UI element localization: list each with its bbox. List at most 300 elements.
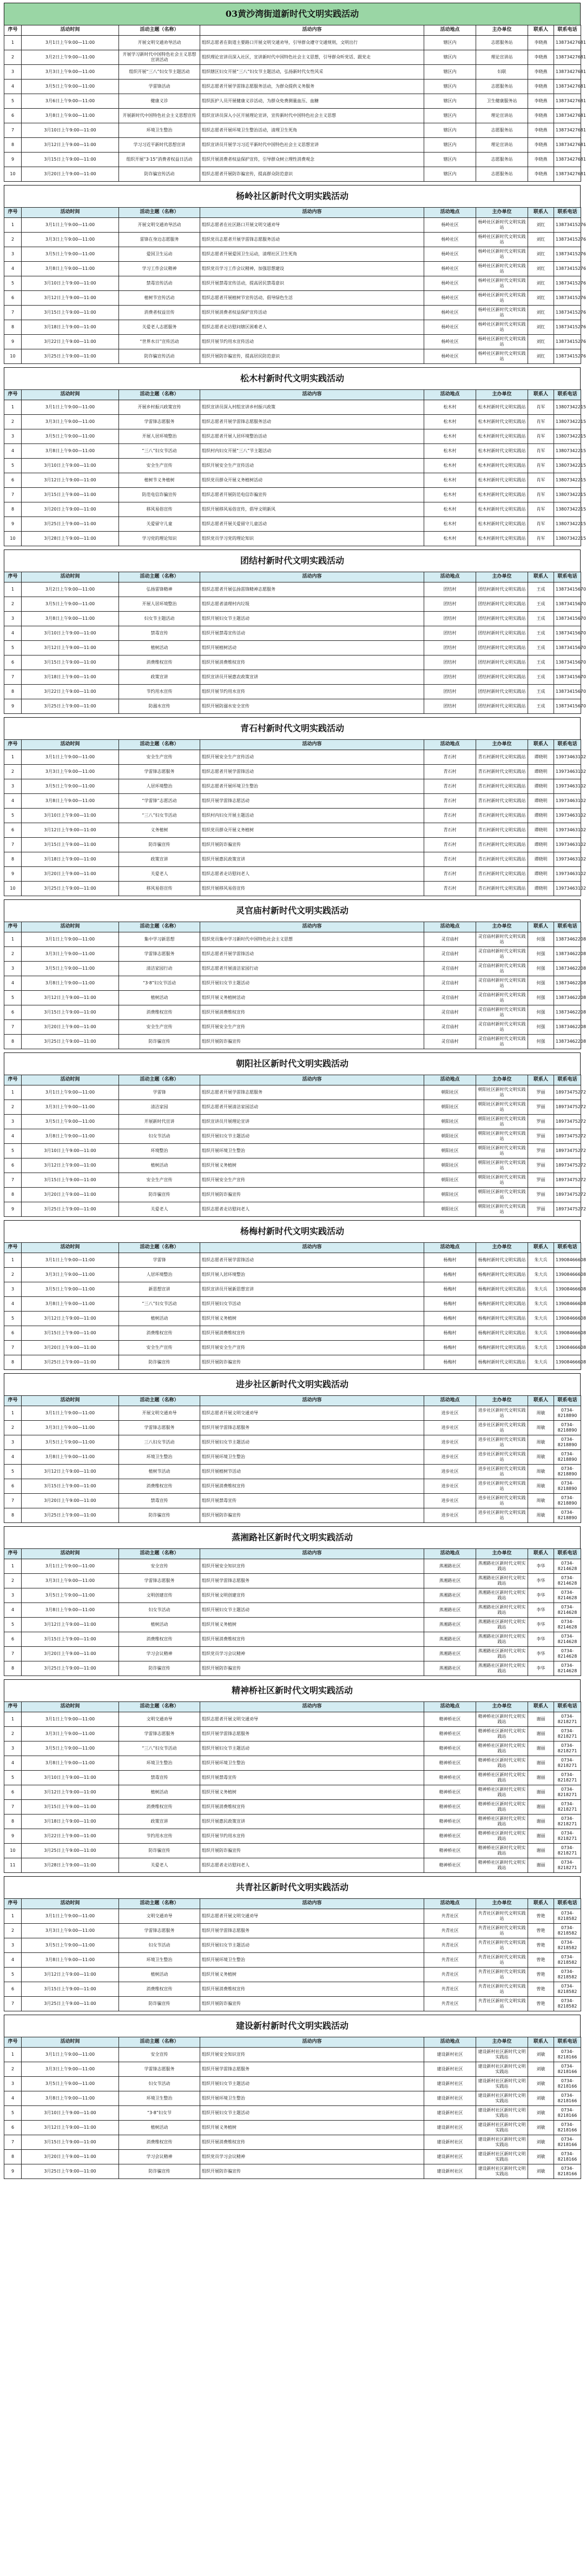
cell-content: 组织志愿者开展学雷锋志愿服务活动 — [200, 415, 424, 429]
cell-organizer: 杨梅村新时代文明实践站 — [476, 1268, 528, 1282]
cell-theme: 植树节活动 — [119, 1465, 200, 1479]
cell-time: 3月18日上午9:00—11:00 — [22, 1815, 119, 1829]
cell-contact: 刘红 — [528, 262, 554, 276]
cell-phone: 18973475272 — [554, 1202, 581, 1217]
cell-contact: 何强 — [528, 947, 554, 962]
cell-time: 3月5日上午9:00—11:00 — [22, 429, 119, 444]
cell-number: 7 — [4, 1494, 22, 1508]
cell-theme: 防诈骗宣传 — [119, 1844, 200, 1858]
cell-organizer: 灵官庙村新时代文明实践站 — [476, 991, 528, 1005]
cell-time: 3月1日上午9:00—11:00 — [22, 1909, 119, 1924]
cell-content: 组织开展防诈骗宣传 — [200, 2164, 424, 2179]
cell-location: 朝阳社区 — [424, 1188, 476, 1202]
cell-organizer: 杨岭社区新时代文明实践站 — [476, 262, 528, 276]
cell-theme: “三八”妇女节活动 — [119, 1741, 200, 1756]
cell-theme: 学雷锋志愿服务 — [119, 1727, 200, 1741]
table-row — [4, 1508, 581, 1523]
cell-contact: 肖军 — [528, 473, 554, 488]
table-row — [4, 2135, 581, 2150]
table-row — [4, 976, 581, 991]
cell-contact: 王成 — [528, 597, 554, 612]
cell-time: 3月8日上午9:00—11:00 — [22, 2091, 119, 2106]
cell-theme: 妇女节活动 — [119, 1603, 200, 1618]
cell-number: 5 — [4, 459, 22, 473]
cell-number: 7 — [4, 1341, 22, 1355]
cell-number: 3 — [4, 1588, 22, 1603]
cell-content: 组织开展安全生产宣传 — [200, 1341, 424, 1355]
cell-time: 3月10日上午9:00—11:00 — [22, 2106, 119, 2121]
cell-time: 3月15日上午9:00—11:00 — [22, 655, 119, 670]
cell-theme: 三八妇女节活动 — [119, 1435, 200, 1450]
header-time: 活动时间 — [22, 1243, 119, 1253]
cell-number: 5 — [4, 641, 22, 655]
table-row — [4, 1771, 581, 1785]
cell-theme: 组织开展“3·15”消费者权益日活动 — [119, 153, 200, 167]
cell-organizer: 青石村新时代文明实践站 — [476, 779, 528, 794]
cell-organizer: 精神桥社区新时代文明实践站 — [476, 1741, 528, 1756]
header-organizer: 主办单位 — [476, 1243, 528, 1253]
table-row — [4, 612, 581, 626]
cell-number: 6 — [4, 655, 22, 670]
cell-phone: 13873462208 — [554, 976, 581, 991]
table-row — [4, 1035, 581, 1049]
cell-contact: 朱大兵 — [528, 1355, 554, 1370]
cell-content: 组织志愿者开展学雷锋活动 — [200, 947, 424, 962]
cell-content: 组织党员群众开展义务植树 — [200, 823, 424, 838]
table-row — [4, 1297, 581, 1312]
table-row — [4, 2164, 581, 2179]
cell-location: 蒸湘路社区 — [424, 1632, 476, 1647]
cell-theme: 开展文明交通劝导活动 — [119, 218, 200, 233]
cell-location: 进步社区 — [424, 1421, 476, 1435]
cell-content: 组织开展禁毒宣传活动，提高居民禁毒意识 — [200, 276, 424, 291]
cell-time: 3月20日上午9:00—11:00 — [22, 1188, 119, 1202]
cell-theme: 爱国卫生运动 — [119, 247, 200, 262]
cell-time: 3月10日上午9:00—11:00 — [22, 626, 119, 641]
header-time: 活动时间 — [22, 922, 119, 932]
table-row — [4, 1618, 581, 1632]
cell-content: 组织开展消费维权宣传 — [200, 1326, 424, 1341]
cell-content: 组织志愿者开展学雷锋活动 — [200, 1253, 424, 1268]
cell-theme: 学雷锋志愿服务 — [119, 2062, 200, 2077]
cell-time: 3月25日上午9:00—11:00 — [22, 1997, 119, 2011]
cell-content: 组织开展妇女节活动 — [200, 1297, 424, 1312]
cell-location: 精神桥社区 — [424, 1727, 476, 1741]
header-organizer: 主办单位 — [476, 1899, 528, 1909]
cell-time: 3月1日上午9:00—11:00 — [22, 932, 119, 947]
cell-contact: 何强 — [528, 932, 554, 947]
cell-contact: 肖军 — [528, 429, 554, 444]
cell-location: 辖区内 — [424, 109, 476, 123]
cell-time: 3月2日上午9:00—11:00 — [22, 582, 119, 597]
cell-theme: 人居环境整治 — [119, 1268, 200, 1282]
cell-content: 组织开展消费维权宣传 — [200, 2135, 424, 2150]
cell-contact: 肖军 — [528, 502, 554, 517]
cell-content: 组织志愿者开展学雷锋志愿服务活动，为群众提供义务服务 — [200, 80, 424, 94]
cell-contact: 谢丽 — [528, 1756, 554, 1771]
cell-phone: 13908466608 — [554, 1297, 581, 1312]
cell-time: 3月15日上午9:00—11:00 — [22, 1982, 119, 1997]
cell-phone: 0734-8218166 — [554, 2164, 581, 2179]
header-row — [4, 1396, 581, 1406]
cell-location: 青石村 — [424, 882, 476, 896]
header-content: 活动内容 — [200, 1702, 424, 1712]
table-row — [4, 488, 581, 502]
cell-time: 3月8日上午9:00—11:00 — [22, 1450, 119, 1465]
cell-organizer: 团结村新时代文明实践站 — [476, 641, 528, 655]
cell-contact: 刘红 — [528, 233, 554, 247]
table-row — [4, 1800, 581, 1815]
cell-content: 组织开展妇女节主题活动 — [200, 1938, 424, 1953]
cell-number: 8 — [4, 1355, 22, 1370]
cell-contact: 周敏 — [528, 1479, 554, 1494]
header-content: 活动内容 — [200, 1396, 424, 1406]
cell-contact: 何强 — [528, 1005, 554, 1020]
cell-content: 组织开展环境卫生整治 — [200, 1756, 424, 1771]
table-row — [4, 1785, 581, 1800]
cell-time: 3月12日上午9:00—11:00 — [22, 473, 119, 488]
cell-time: 3月28日上午9:00—11:00 — [22, 1858, 119, 1873]
cell-location: 松木村 — [424, 415, 476, 429]
header-row — [4, 1549, 581, 1559]
cell-time: 3月1日上午9:00—11:00 — [22, 1253, 119, 1268]
cell-content: 组织党员学习党的理论知识 — [200, 532, 424, 546]
cell-content: 组织宣讲员开展理论宣讲 — [200, 1115, 424, 1129]
cell-content: 组织开展环境卫生整治 — [200, 1144, 424, 1158]
cell-organizer: 共青社区新时代文明实践站 — [476, 1968, 528, 1982]
cell-location: 朝阳社区 — [424, 1202, 476, 1217]
cell-phone: 13873415276 — [554, 262, 581, 276]
cell-content: 组织开展妇女节主题活动 — [200, 976, 424, 991]
cell-content: 组织开展消费维权宣传 — [200, 1005, 424, 1020]
table-row — [4, 1005, 581, 1020]
cell-content: 组织党员集中学习新时代中国特色社会主义思想 — [200, 932, 424, 947]
cell-organizer: 精神桥社区新时代文明实践站 — [476, 1800, 528, 1815]
cell-location: 进步社区 — [424, 1435, 476, 1450]
cell-time: 3月10日上午9:00—11:00 — [22, 276, 119, 291]
cell-organizer: 松木村新时代文明实践站 — [476, 488, 528, 502]
cell-phone: 18973475272 — [554, 1129, 581, 1144]
cell-time: 3月28日上午9:00—11:00 — [22, 532, 119, 546]
cell-theme: 环境整治 — [119, 1144, 200, 1158]
cell-phone: 0734-8218166 — [554, 2135, 581, 2150]
cell-phone: 13873415670 — [554, 699, 581, 714]
cell-theme: 环境卫生整治 — [119, 123, 200, 138]
cell-number: 1 — [4, 36, 22, 50]
cell-contact: 刘敏 — [528, 2135, 554, 2150]
cell-organizer: 松木村新时代文明实践站 — [476, 473, 528, 488]
cell-number: 1 — [4, 932, 22, 947]
cell-time: 3月12日上午9:00—11:00 — [22, 641, 119, 655]
table-row — [4, 2121, 581, 2135]
cell-contact: 周敏 — [528, 1494, 554, 1508]
section-0 — [4, 3, 586, 182]
cell-organizer: 松木村新时代文明实践站 — [476, 400, 528, 415]
cell-organizer: 青石村新时代文明实践站 — [476, 882, 528, 896]
cell-theme: 防诈骗宣传 — [119, 1355, 200, 1370]
cell-contact: 王成 — [528, 626, 554, 641]
cell-phone: 13873462208 — [554, 932, 581, 947]
cell-time: 3月10日上午9:00—11:00 — [22, 809, 119, 823]
cell-organizer: 理论宣讲站 — [476, 109, 528, 123]
cell-location: 青石村 — [424, 765, 476, 779]
section-6 — [4, 899, 586, 1049]
cell-organizer: 建设新村社区新时代文明实践站 — [476, 2164, 528, 2179]
table-row — [4, 1741, 581, 1756]
cell-content: 组织开展妇女节主题活动 — [200, 2106, 424, 2121]
section-title: 松木村新时代文明实践活动 — [4, 367, 581, 389]
cell-theme: 关爱老人志愿服务 — [119, 320, 200, 335]
cell-time: 3月5日上午9:00—11:00 — [22, 1435, 119, 1450]
cell-organizer: 建设新村社区新时代文明实践站 — [476, 2048, 528, 2062]
cell-number: 9 — [4, 517, 22, 532]
cell-number: 7 — [4, 1800, 22, 1815]
cell-contact: 肖军 — [528, 444, 554, 459]
table-row — [4, 1559, 581, 1574]
table-row — [4, 655, 581, 670]
cell-content: 组织开展防溺水安全宣传 — [200, 699, 424, 714]
header-content: 活动内容 — [200, 922, 424, 932]
cell-organizer: 青石村新时代文明实践站 — [476, 838, 528, 852]
cell-content: 组织志愿者开展文明交通劝导 — [200, 1909, 424, 1924]
cell-theme: 弘扬雷锋精神 — [119, 582, 200, 597]
cell-contact: 李晓燕 — [528, 80, 554, 94]
cell-theme: 新思想宣讲 — [119, 1282, 200, 1297]
cell-location: 辖区内 — [424, 153, 476, 167]
cell-contact: 李晓燕 — [528, 36, 554, 50]
cell-content: 组织开展妇女节主题活动 — [200, 1741, 424, 1756]
cell-organizer: 进步社区新时代文明实践站 — [476, 1421, 528, 1435]
cell-content: 组织开展义务植树活动 — [200, 991, 424, 1005]
cell-number: 4 — [4, 976, 22, 991]
cell-contact: 李晓燕 — [528, 167, 554, 182]
table-row — [4, 1815, 581, 1829]
cell-content: 组织开展移风易俗宣传 — [200, 882, 424, 896]
header-theme: 活动主题（名称） — [119, 1702, 200, 1712]
cell-theme: 防范电信诈骗宣传 — [119, 488, 200, 502]
cell-number: 5 — [4, 1465, 22, 1479]
cell-phone: 13873427681 — [554, 138, 581, 153]
header-phone: 联系电话 — [554, 1396, 581, 1406]
activity-table — [4, 389, 586, 546]
cell-time: 3月25日上午9:00—11:00 — [22, 882, 119, 896]
cell-contact: 谢丽 — [528, 1858, 554, 1873]
header-row — [4, 740, 581, 750]
header-contact: 联系人 — [528, 1702, 554, 1712]
cell-contact: 周敏 — [528, 1508, 554, 1523]
cell-contact: 李晓燕 — [528, 109, 554, 123]
cell-number: 2 — [4, 597, 22, 612]
cell-phone: 0734-8218890 — [554, 1508, 581, 1523]
cell-content: 组织志愿者开展弘扬雷锋精神志愿服务 — [200, 582, 424, 597]
header-number: 序号 — [4, 390, 22, 400]
cell-time: 3月8日上午9:00—11:00 — [22, 794, 119, 809]
cell-location: 辖区内 — [424, 138, 476, 153]
cell-number: 2 — [4, 415, 22, 429]
cell-phone: 0734-8218271 — [554, 1858, 581, 1873]
table-row — [4, 1632, 581, 1647]
cell-time: 3月12日上午9:00—11:00 — [22, 2121, 119, 2135]
header-theme: 活动主题（名称） — [119, 572, 200, 582]
cell-phone: 13807342215 — [554, 532, 581, 546]
cell-phone: 13973463102 — [554, 852, 581, 867]
cell-phone: 13908466608 — [554, 1282, 581, 1297]
cell-phone: 13973463102 — [554, 765, 581, 779]
header-contact: 联系人 — [528, 25, 554, 36]
cell-number: 8 — [4, 1815, 22, 1829]
cell-theme: 雷锋在身边志愿服务 — [119, 233, 200, 247]
cell-time: 3月1日上午9:00—11:00 — [22, 218, 119, 233]
cell-contact: 刘敏 — [528, 2164, 554, 2179]
section-3 — [4, 367, 586, 546]
cell-content: 组织开展防诈骗宣传 — [200, 1844, 424, 1858]
cell-phone: 13807342215 — [554, 415, 581, 429]
header-content: 活动内容 — [200, 2037, 424, 2048]
table-row — [4, 415, 581, 429]
cell-phone: 13973463102 — [554, 809, 581, 823]
cell-location: 灵官庙村 — [424, 1035, 476, 1049]
cell-theme: 开展人居环境整治 — [119, 429, 200, 444]
cell-location: 朝阳社区 — [424, 1158, 476, 1173]
cell-organizer: 灵官庙村新时代文明实践站 — [476, 1035, 528, 1049]
cell-content: 组织开展防诈骗宣传 — [200, 838, 424, 852]
cell-number: 4 — [4, 1129, 22, 1144]
table-row — [4, 947, 581, 962]
cell-contact: 王成 — [528, 612, 554, 626]
cell-contact: 刘敏 — [528, 2121, 554, 2135]
cell-time: 3月1日上午9:00—11:00 — [22, 400, 119, 415]
cell-time: 3月12日上午9:00—11:00 — [22, 1968, 119, 1982]
cell-phone: 13973463102 — [554, 882, 581, 896]
cell-theme: 防诈骗宣传活动 — [119, 167, 200, 182]
cell-phone: 18973475272 — [554, 1115, 581, 1129]
cell-number: 1 — [4, 1406, 22, 1421]
cell-time: 3月25日上午9:00—11:00 — [22, 1508, 119, 1523]
cell-number: 2 — [4, 1727, 22, 1741]
cell-contact: 谭晓明 — [528, 750, 554, 765]
cell-theme: 开展人居环境整治 — [119, 597, 200, 612]
cell-theme: 植树活动 — [119, 1312, 200, 1326]
cell-theme: 禁毒宣传 — [119, 1494, 200, 1508]
cell-time: 3月8日上午9:00—11:00 — [22, 612, 119, 626]
cell-number: 4 — [4, 2091, 22, 2106]
cell-phone: 18973475272 — [554, 1085, 581, 1100]
cell-phone: 0734-8218890 — [554, 1406, 581, 1421]
cell-phone: 13973463102 — [554, 794, 581, 809]
cell-time: 3月10日上午9:00—11:00 — [22, 123, 119, 138]
cell-organizer: 松木村新时代文明实践站 — [476, 459, 528, 473]
cell-number: 9 — [4, 1829, 22, 1844]
cell-number: 6 — [4, 1479, 22, 1494]
cell-phone: 13873462208 — [554, 1035, 581, 1049]
cell-time: 3月15日上午9:00—11:00 — [22, 838, 119, 852]
section-title: 建设新村新时代文明实践活动 — [4, 2015, 581, 2037]
cell-organizer: 共青社区新时代文明实践站 — [476, 1953, 528, 1968]
cell-location: 朝阳社区 — [424, 1115, 476, 1129]
cell-theme: 安全生产宣传 — [119, 1020, 200, 1035]
header-row — [4, 1899, 581, 1909]
cell-phone: 13973463102 — [554, 823, 581, 838]
cell-location: 灵官庙村 — [424, 1020, 476, 1035]
cell-location: 蒸湘路社区 — [424, 1603, 476, 1618]
cell-number: 1 — [4, 750, 22, 765]
cell-organizer: 松木村新时代文明实践站 — [476, 429, 528, 444]
cell-phone: 18973475272 — [554, 1173, 581, 1188]
cell-contact: 王成 — [528, 685, 554, 699]
cell-organizer: 朝阳社区新时代文明实践站 — [476, 1129, 528, 1144]
header-location: 活动地点 — [424, 1899, 476, 1909]
header-content: 活动内容 — [200, 740, 424, 750]
cell-number: 8 — [4, 1661, 22, 1676]
cell-content: 组织开展学雷锋志愿服务 — [200, 1574, 424, 1588]
cell-number: 6 — [4, 109, 22, 123]
cell-content: 组织开展环境卫生整治 — [200, 1953, 424, 1968]
table-row — [4, 109, 581, 123]
section-4 — [4, 549, 586, 714]
cell-organizer: 杨梅村新时代文明实践站 — [476, 1253, 528, 1268]
cell-phone: 0734-8218271 — [554, 1785, 581, 1800]
cell-contact: 刘红 — [528, 320, 554, 335]
cell-content: 组织开展环境卫生整治 — [200, 1450, 424, 1465]
cell-location: 团结村 — [424, 670, 476, 685]
cell-phone: 18973475272 — [554, 1188, 581, 1202]
cell-contact: 王成 — [528, 699, 554, 714]
cell-content: 组织开展妇女节主题活动 — [200, 612, 424, 626]
header-number: 序号 — [4, 922, 22, 932]
table-row — [4, 1188, 581, 1202]
cell-phone: 0734-8218166 — [554, 2091, 581, 2106]
cell-time: 3月20日上午9:00—11:00 — [22, 167, 119, 182]
activity-table — [4, 1395, 581, 1523]
activity-table — [4, 25, 586, 182]
cell-content: 组织村内妇女开展主题活动 — [200, 809, 424, 823]
cell-organizer: 志愿服务站 — [476, 153, 528, 167]
cell-number: 6 — [4, 1326, 22, 1341]
cell-time: 3月20日上午9:00—11:00 — [22, 2150, 119, 2164]
cell-time: 3月12日上午9:00—11:00 — [22, 991, 119, 1005]
header-row — [4, 1243, 581, 1253]
cell-organizer: 精神桥社区新时代文明实践站 — [476, 1858, 528, 1873]
cell-organizer: 精神桥社区新时代文明实践站 — [476, 1756, 528, 1771]
cell-contact: 刘敏 — [528, 2062, 554, 2077]
cell-content: 组织开展禁毒宣传 — [200, 1771, 424, 1785]
cell-contact: 刘敏 — [528, 2106, 554, 2121]
table-row — [4, 444, 581, 459]
cell-phone: 13873427681 — [554, 109, 581, 123]
table-row — [4, 1341, 581, 1355]
header-time: 活动时间 — [22, 1899, 119, 1909]
cell-time: 3月1日上午9:00—11:00 — [22, 1712, 119, 1727]
activity-table — [4, 1548, 581, 1676]
cell-theme: 学雷锋活动 — [119, 80, 200, 94]
section-5 — [4, 717, 586, 896]
cell-theme: 妇女节活动 — [119, 1129, 200, 1144]
cell-contact: 李华 — [528, 1574, 554, 1588]
cell-phone: 0734-8218271 — [554, 1741, 581, 1756]
cell-contact: 曾艳 — [528, 1982, 554, 1997]
cell-theme: 开展学习新时代中国特色社会主义思想宣讲活动 — [119, 50, 200, 65]
cell-time: 3月12日上午9:00—11:00 — [22, 291, 119, 306]
cell-time: 3月5日上午9:00—11:00 — [22, 2077, 119, 2091]
cell-number: 3 — [4, 429, 22, 444]
cell-content: 组织志愿者走访慰问老人 — [200, 1202, 424, 1217]
cell-location: 青石村 — [424, 794, 476, 809]
cell-theme: 政策宣讲 — [119, 670, 200, 685]
cell-location: 松木村 — [424, 444, 476, 459]
table-row — [4, 582, 581, 597]
cell-organizer: 团结村新时代文明实践站 — [476, 626, 528, 641]
cell-organizer: 朝阳社区新时代文明实践站 — [476, 1085, 528, 1100]
